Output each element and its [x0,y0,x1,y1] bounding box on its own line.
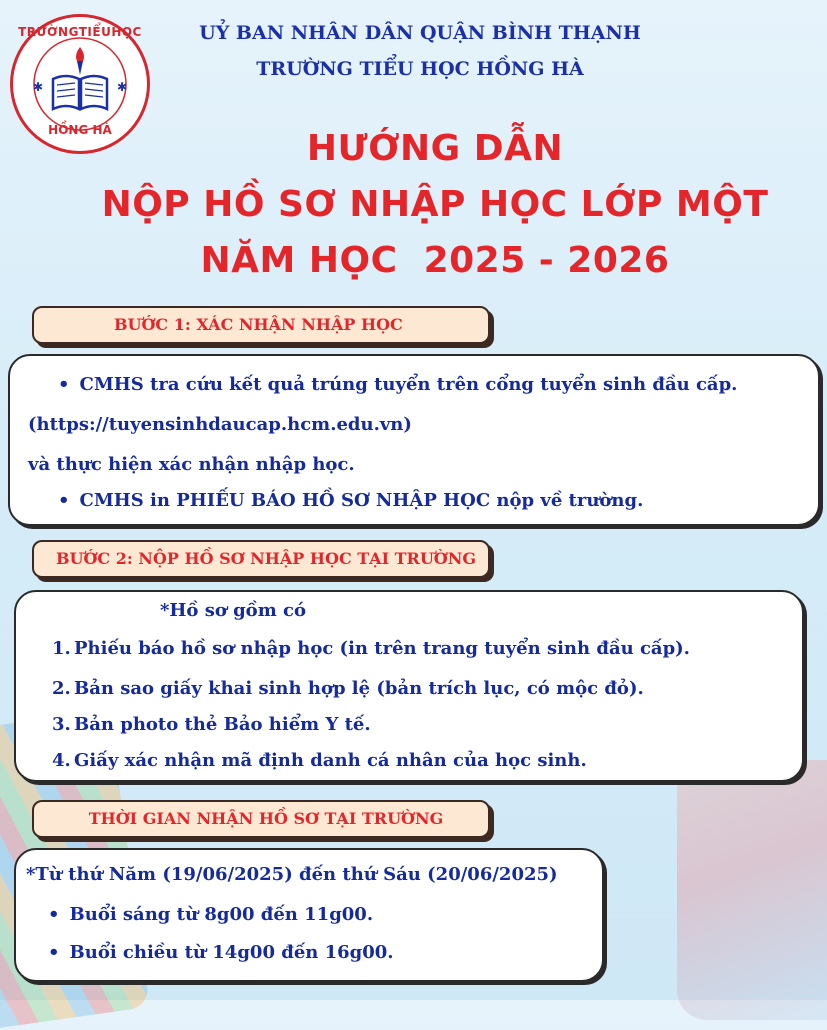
list-item [52,678,644,699]
list-item-text: Phiếu báo hồ sơ nhập học (in trên trang tuyển sinh đầu cấp). [74,638,690,659]
svg-text:✱: ✱ [117,80,128,94]
list-item-num: 1. [52,638,71,659]
list-item-text: Bản sao giấy khai sinh hợp lệ (bản trích lục, có mộc đỏ). [74,678,644,699]
step-1-line-1: • CMHS tra cứu kết quả trúng tuyển trên cổng tuyển sinh đầu cấp. [58,374,737,395]
list-item-num: 4. [52,750,71,771]
title-line-2: NỘP HỒ SƠ NHẬP HỌC LỚP MỘT [101,184,769,225]
logo-bottom-text: HỒNG HÀ [48,123,112,137]
org-line-2: TRƯỜNG TIỂU HỌC HỒNG HÀ [256,58,584,80]
step-1-url: (https://tuyensinhdaucap.hcm.edu.vn) [28,414,412,435]
list-item [52,638,690,659]
afternoon-hours: • Buổi chiều từ 14g00 đến 16g00. [48,942,394,963]
step-2-heading: BƯỚC 2: NỘP HỒ SƠ NHẬP HỌC TẠI TRƯỜNG [32,540,490,578]
step-1-heading: BƯỚC 1: XÁC NHẬN NHẬP HỌC [32,306,490,344]
step-3-heading: THỜI GIAN NHẬN HỒ SƠ TẠI TRƯỜNG [32,800,490,838]
morning-hours: • Buổi sáng từ 8g00 đến 11g00. [48,904,373,925]
step-1-line-4 [58,490,643,511]
step-1-line-4-prefix: CMHS in [79,490,177,511]
list-item [52,750,587,771]
svg-text:✱: ✱ [33,80,44,94]
step-1-line-4-suffix: nộp về trường. [490,490,644,511]
step-1-line-4-emph: PHIẾU BÁO HỒ SƠ NHẬP HỌC [176,490,491,511]
step-1-panel [8,354,820,526]
step-1-line-3: và thực hiện xác nhận nhập học. [28,454,355,475]
step-3-panel [14,848,604,982]
step-2-subheading: *Hồ sơ gồm có [160,600,306,621]
step-2-panel [14,590,804,782]
list-item [52,714,371,735]
list-item-num: 2. [52,678,71,699]
org-line-1: UỶ BAN NHÂN DÂN QUẬN BÌNH THẠNH [199,22,641,44]
decorative-backpack [677,760,827,1020]
list-item-num: 3. [52,714,71,735]
title-line-1: HƯỚNG DẪN [306,128,564,169]
list-item-text: Giấy xác nhận mã định danh cá nhân của học sinh. [74,750,587,771]
list-item-text: Bản photo thẻ Bảo hiểm Y tế. [74,714,371,735]
title-line-3: NĂM HỌC 2025 - 2026 [200,240,670,281]
date-range: *Từ thứ Năm (19/06/2025) đến thứ Sáu (20/06/2025) [26,864,558,885]
logo-top-text: TRƯỜNGTIỂUHỌC [18,25,142,39]
